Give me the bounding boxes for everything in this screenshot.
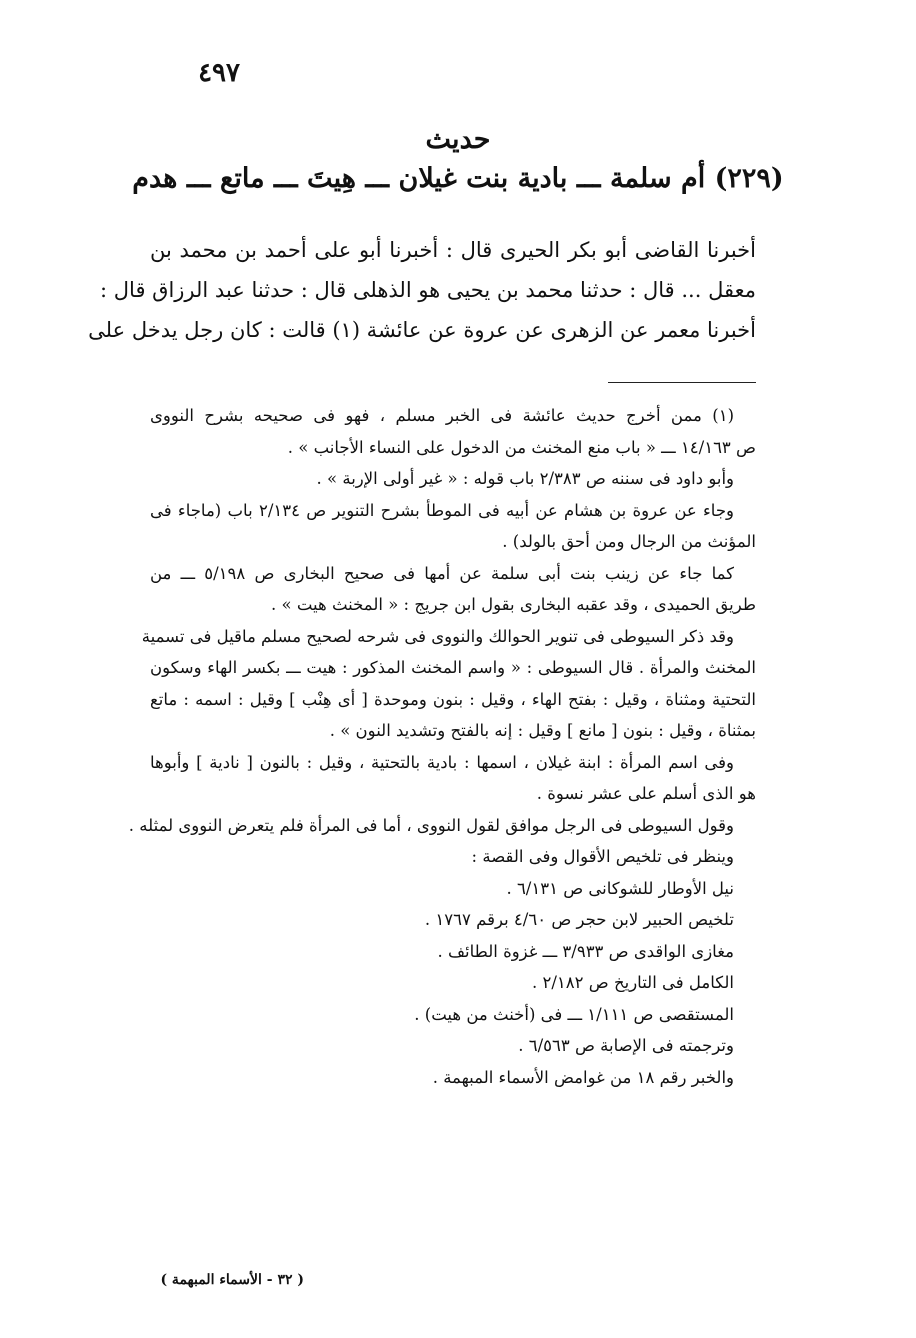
footnote-line: كما جاء عن زينب بنت أبى سلمة عن أمها فى صحيح البخارى ص ٥/١٩٨ ـــ من	[150, 563, 735, 583]
footnote-line: (١) ممن أخرج حديث عائشة فى الخبر مسلم ، فهو فى صحيحه بشرح النووى	[150, 406, 734, 425]
main-text-line: معقل ... قال : حدثنا محمد بن يحيى هو الذهلى قال : حدثنا عبد الرزاق قال :	[100, 278, 756, 302]
hadith-title: (٢٢٩) أم سلمة ـــ بادية بنت غيلان ـــ هِيتَ ـــ ماتع ـــ هدم	[132, 163, 784, 194]
reference-item: نيل الأوطار للشوكانى ص ٦/١٣١ .	[506, 878, 734, 898]
footnote-line: المخنث والمرأة . قال السيوطى : « واسم المخنث المذكور : هيت ـــ بكسر الهاء وسكون	[150, 658, 756, 677]
footnote-line: بمثناة ، وقيل : بنون [ مانع ] وقيل : إنه بالفتح وتشديد النون » .	[329, 721, 756, 740]
footnote-line: طريق الحميدى ، وقد عقبه البخارى بقول ابن جريج : « المخنث هيت » .	[271, 595, 756, 614]
reference-item: الكامل فى التاريخ ص ٢/١٨٢ .	[532, 973, 734, 992]
main-text-line: أخبرنا القاضى أبو بكر الحيرى قال : أخبرنا أبو على أحمد بن محمد بن	[150, 238, 756, 262]
footnote-line: المؤنث من الرجال ومن أحق بالولد) .	[502, 532, 756, 551]
reference-item: والخبر رقم ١٨ من غوامض الأسماء المبهمة .	[432, 1067, 734, 1087]
footnote-line: وقد ذكر السيوطى فى تنوير الحوالك والنووى فى شرحه لصحيح مسلم ماقيل فى تسمية	[141, 626, 734, 646]
signature-mark: ( ٣٢ - الأسماء المبهمة )	[160, 1272, 304, 1288]
reference-item: المستقصى ص ١/١١١ ـــ فى (أخنث من هيت) .	[414, 1004, 734, 1024]
reference-item: وترجمته فى الإصابة ص ٦/٥٦٣ .	[518, 1036, 734, 1055]
footnote-line: وجاء عن عروة بن هشام عن أبيه فى الموطأ بشرح التنوير ص ٢/١٣٤ باب (ماجاء فى	[150, 500, 734, 520]
footnote-line: وفى اسم المرأة : ابنة غيلان ، اسمها : بادية بالتحتية ، وقيل : بالنون [ نادية ] وأبوها	[150, 752, 734, 772]
footnotes	[128, 400, 756, 1093]
footnote-line: هو الذى أسلم على عشر نسوة .	[536, 784, 756, 803]
footnote-line: وينظر فى تلخيص الأقوال وفى القصة :	[471, 847, 734, 866]
footnote-line: وقول السيوطى فى الرجل موافق لقول النووى ، أما فى المرأة فلم يتعرض النووى لمثله .	[128, 815, 734, 835]
section-heading: حديث	[425, 124, 491, 155]
footnote-separator	[608, 382, 756, 383]
footnote-line: وأبو داود فى سننه ص ٢/٣٨٣ باب قوله : « غير أولى الإربة » .	[316, 469, 734, 488]
reference-item: تلخيص الحبير لابن حجر ص ٤/٦٠ برقم ١٧٦٧ .	[424, 910, 734, 929]
reference-item: مغازى الواقدى ص ٣/٩٣٣ ـــ غزوة الطائف .	[437, 941, 734, 961]
main-text	[88, 230, 756, 350]
footnote-line: ص ١٤/١٦٣ ـــ « باب منع المخنث من الدخول على النساء الأجانب » .	[287, 437, 756, 457]
page-number: ٤٩٧	[198, 58, 240, 88]
footnote-line: التحتية ومثناة ، وقيل : بفتح الهاء ، وقيل : بنون وموحدة [ أى هِنْب ] وقيل : اسمه : ماتع	[150, 689, 756, 709]
main-text-line: أخبرنا معمر عن الزهرى عن عروة عن عائشة (١) قالت : كان رجل يدخل على	[88, 318, 756, 342]
